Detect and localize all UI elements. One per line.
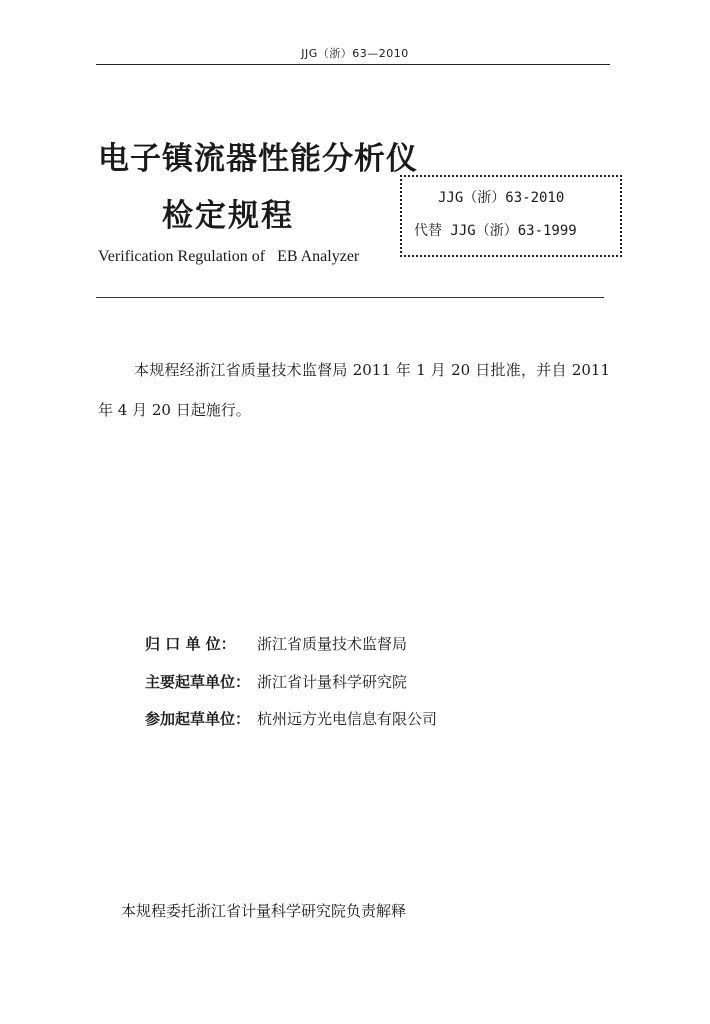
org-value: 杭州远方光电信息有限公司 <box>257 710 438 728</box>
approval-statement: 本规程经浙江省质量技术监督局 2011 年 1 月 20 日批准，并自 2011 年 4 月 20 日起施行。 <box>98 361 610 419</box>
interpretation-note: 本规程委托浙江省计量科学研究院负责解释 <box>121 902 407 920</box>
title-divider <box>96 297 604 298</box>
document-subtitle: 检定规程 <box>162 198 294 234</box>
org-value: 浙江省计量科学研究院 <box>257 673 408 691</box>
standard-code-header: JJG（浙）63—2010 <box>301 47 409 60</box>
english-title: Verification Regulation of EB Analyzer <box>98 248 360 265</box>
document-title: 电子镇流器性能分析仪 <box>98 141 418 177</box>
header-divider <box>96 64 610 65</box>
current-standard-code: JJG（浙）63-2010 <box>438 190 565 206</box>
org-row-participating-drafter <box>145 708 437 729</box>
standard-code-box <box>400 175 622 257</box>
org-row-main-drafter <box>145 671 407 692</box>
org-label: 主要起草单位： <box>145 673 251 691</box>
org-label: 参加起草单位： <box>145 710 251 728</box>
org-row-responsible <box>145 633 407 654</box>
org-value: 浙江省质量技术监督局 <box>257 635 408 653</box>
replaced-standard-code: 代替 JJG（浙）63-1999 <box>414 223 577 239</box>
org-label: 归 口 单 位： <box>145 635 236 653</box>
